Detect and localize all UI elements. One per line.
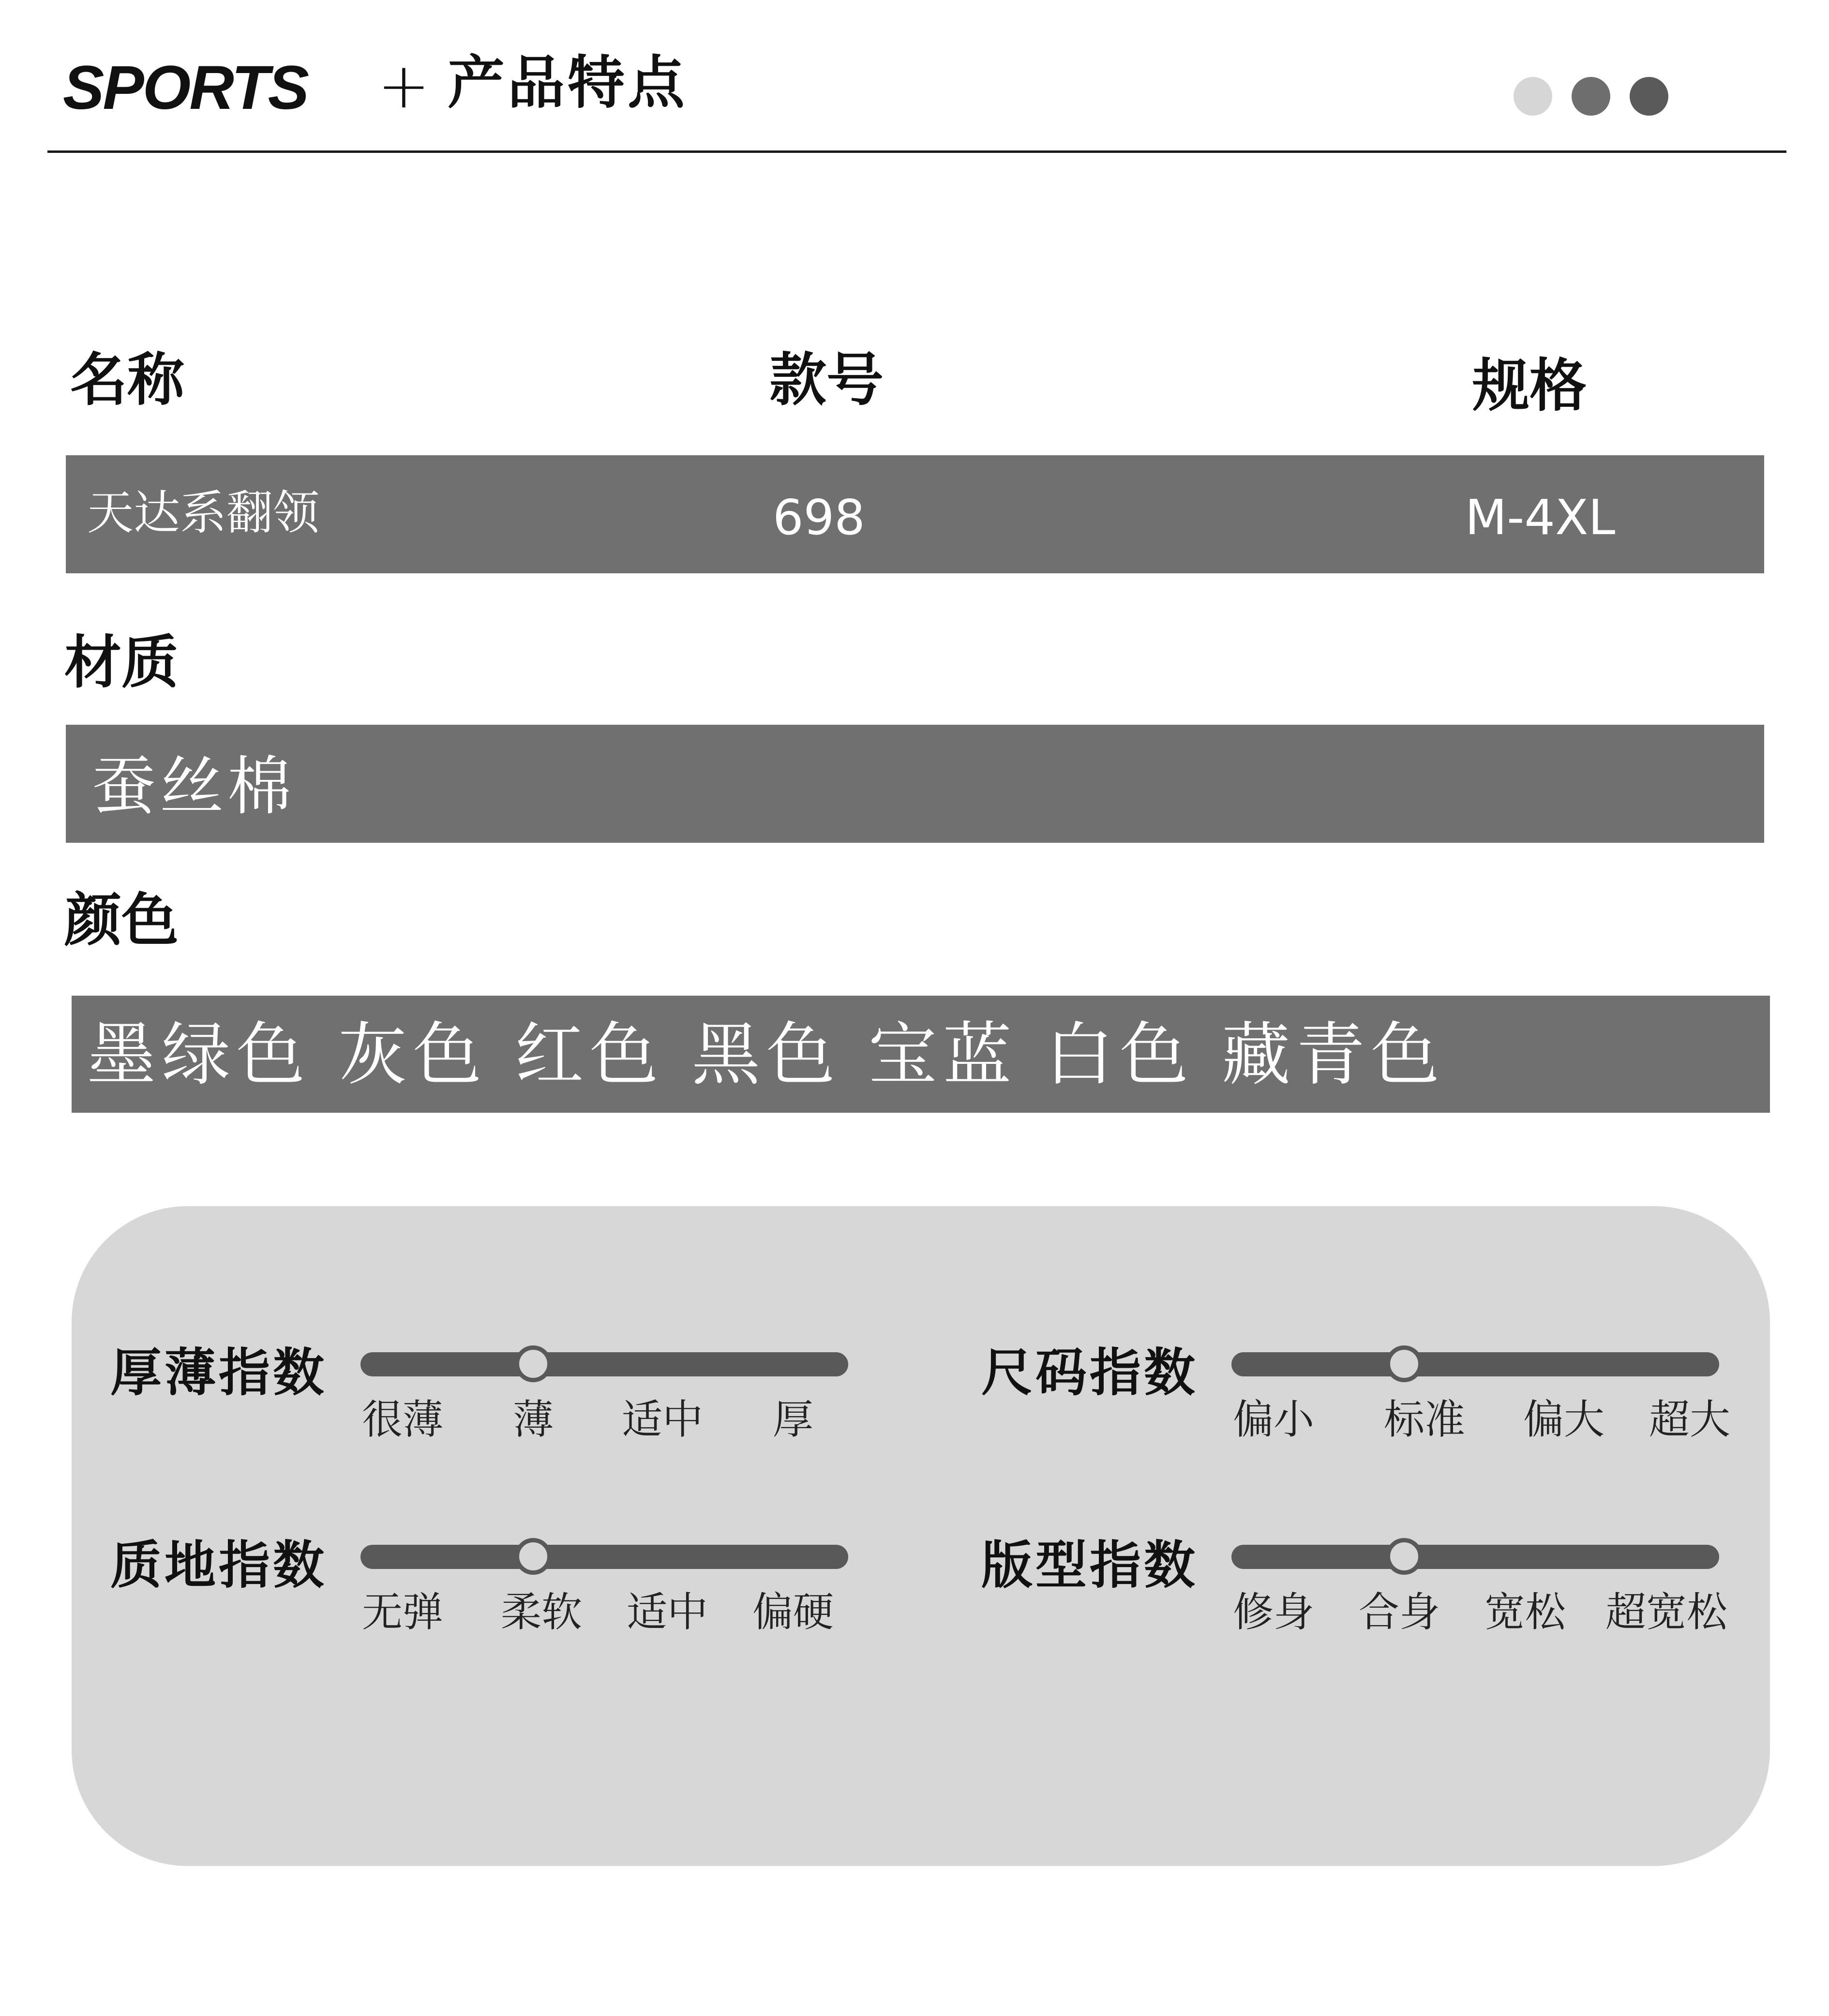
thickness-option: 薄 <box>513 1396 554 1443</box>
fit-slider-knob[interactable] <box>1386 1538 1423 1575</box>
material-row <box>66 725 1764 843</box>
size-index-title: 尺码指数 <box>981 1343 1198 1403</box>
material-value: 蚕丝棉 <box>92 749 295 824</box>
thickness-slider-track[interactable] <box>360 1352 848 1376</box>
fit-index-title: 版型指数 <box>981 1536 1198 1595</box>
code-label: 款号 <box>769 346 884 413</box>
texture-option: 偏硬 <box>752 1588 834 1636</box>
size-option: 偏小 <box>1233 1396 1315 1443</box>
texture-option: 无弹 <box>362 1588 444 1636</box>
size-slider-knob[interactable] <box>1386 1345 1423 1382</box>
indicator-dot-3 <box>1630 77 1668 116</box>
name-label: 名称 <box>70 346 185 413</box>
thickness-option: 很薄 <box>362 1396 444 1443</box>
texture-option: 适中 <box>627 1588 708 1636</box>
indicator-dot-2 <box>1572 77 1610 116</box>
thickness-slider-knob[interactable] <box>515 1345 552 1382</box>
color-value: 墨绿色 灰色 红色 黑色 宝蓝 白色 藏青色 <box>87 1015 1445 1095</box>
plus-icon: + <box>377 49 430 122</box>
brand-logo: SPORTS <box>63 53 308 122</box>
size-option: 标准 <box>1384 1396 1466 1443</box>
size-slider-track[interactable] <box>1231 1352 1719 1376</box>
texture-index-title: 质地指数 <box>110 1536 327 1595</box>
spec-label: 规格 <box>1472 352 1587 419</box>
thickness-option: 适中 <box>622 1396 704 1443</box>
spec-value: M-4XL <box>1465 489 1616 546</box>
page-title: 产品特点 <box>448 49 688 116</box>
texture-option: 柔软 <box>501 1588 583 1636</box>
texture-slider-track[interactable] <box>360 1545 848 1569</box>
size-option: 超大 <box>1649 1396 1731 1443</box>
thickness-index-title: 厚薄指数 <box>110 1343 327 1403</box>
code-value: 698 <box>773 489 865 546</box>
thickness-option: 厚 <box>773 1396 814 1443</box>
name-value: 天达系翻领 <box>87 486 319 540</box>
material-label: 材质 <box>64 629 179 696</box>
fit-option: 合身 <box>1359 1588 1440 1636</box>
fit-option: 修身 <box>1233 1588 1315 1636</box>
header-divider <box>47 150 1786 153</box>
color-label: 颜色 <box>64 887 179 954</box>
fit-option: 超宽松 <box>1605 1588 1728 1636</box>
fit-slider-track[interactable] <box>1231 1545 1719 1569</box>
size-option: 偏大 <box>1523 1396 1605 1443</box>
fit-option: 宽松 <box>1484 1588 1566 1636</box>
indicator-dot-1 <box>1514 77 1552 116</box>
texture-slider-knob[interactable] <box>515 1538 552 1575</box>
